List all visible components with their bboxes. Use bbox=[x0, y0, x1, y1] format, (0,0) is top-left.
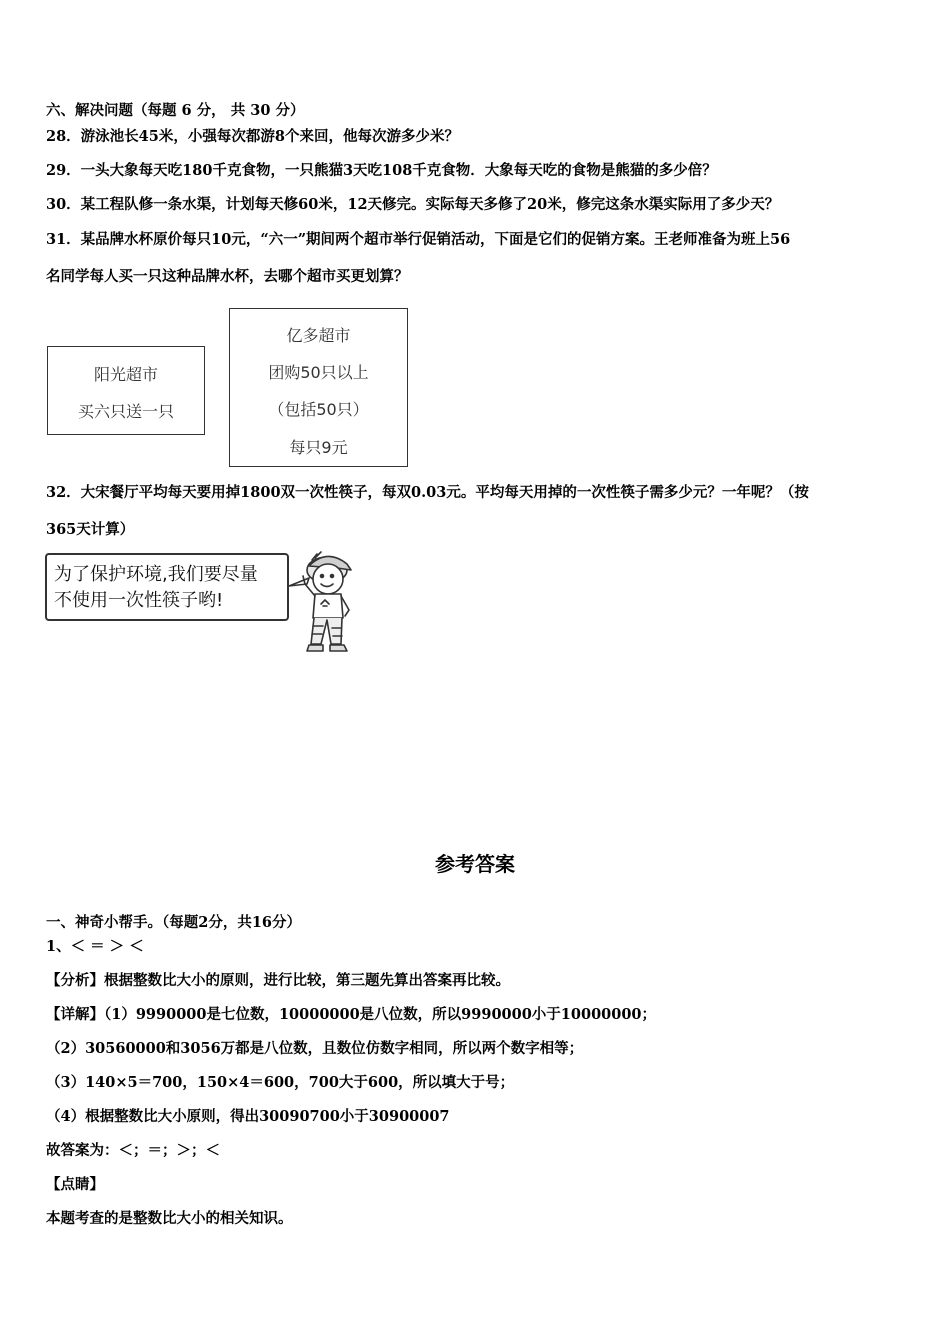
answer-1: 1、＜ ＝ ＞ ＜ bbox=[46, 938, 144, 955]
detail-2: （2）30560000和3056万都是八位数，且数位仿数字相同，所以两个数字相等； bbox=[46, 1040, 584, 1057]
detail-4: （4）根据整数比大小原则，得出30090700小于30900007 bbox=[46, 1108, 450, 1125]
section-heading: 六、解决问题（每题 6 分， 共 30 分） bbox=[46, 102, 305, 119]
boy-cartoon-icon bbox=[287, 548, 367, 656]
speech-bubble bbox=[45, 553, 289, 621]
question-31-line2: 名同学每人买一只这种品牌水杯，去哪个超市买更划算？ bbox=[46, 268, 409, 285]
question-32-line2: 365天计算） bbox=[46, 521, 135, 538]
question-32-line1: 32．大宋餐厅平均每天要用掉1800双一次性筷子，每双0.03元。平均每天用掉的一次性筷子需多少元？一年呢？（按 bbox=[46, 484, 809, 501]
answers-section-heading: 一、神奇小帮手。（每题2分，共16分） bbox=[46, 914, 302, 931]
speech-bubble-line1: 为了保护环境,我们要尽量 bbox=[54, 564, 258, 585]
speech-bubble-line2: 不使用一次性筷子哟! bbox=[54, 590, 224, 611]
question-31-line1: 31．某品牌水杯原价每只10元，“六一”期间两个超市举行促销活动，下面是它们的促销方案。王老师准备为班上56 bbox=[46, 231, 791, 248]
analysis: 【分析】根据整数比大小的原则，进行比较，第三题先算出答案再比较。 bbox=[46, 972, 510, 989]
store-a-box bbox=[47, 346, 205, 435]
store-a-offer: 买六只送一只 bbox=[77, 402, 174, 421]
store-b-line1: 团购50只以上 bbox=[268, 363, 369, 382]
store-a-name: 阳光超市 bbox=[93, 365, 158, 384]
answers-title: 参考答案 bbox=[435, 852, 515, 876]
detail-3: （3）140×5＝700，150×4＝600，700大于600，所以填大于号； bbox=[46, 1074, 515, 1091]
question-28: 28．游泳池长45米，小强每次都游8个来回，他每次游多少米？ bbox=[46, 128, 459, 145]
question-29: 29．一头大象每天吃180千克食物，一只熊猫3天吃108千克食物．大象每天吃的食物是熊猫的多少倍？ bbox=[46, 162, 717, 179]
point-label: 【点睛】 bbox=[46, 1176, 104, 1193]
conclusion: 故答案为：＜；＝；＞；＜ bbox=[46, 1142, 220, 1159]
store-b-name: 亿多超市 bbox=[286, 326, 351, 345]
store-b-line2: （包括50只） bbox=[268, 400, 369, 419]
detail-1: 【详解】（1）9990000是七位数，10000000是八位数，所以9990000小于10000000； bbox=[46, 1006, 657, 1023]
point-text: 本题考查的是整数比大小的相关知识。 bbox=[46, 1210, 293, 1227]
store-b-box bbox=[229, 308, 408, 467]
store-b-line3: 每只9元 bbox=[289, 438, 348, 457]
question-30: 30．某工程队修一条水渠，计划每天修60米，12天修完。实际每天多修了20米，修完这条水渠实际用了多少天？ bbox=[46, 196, 780, 213]
